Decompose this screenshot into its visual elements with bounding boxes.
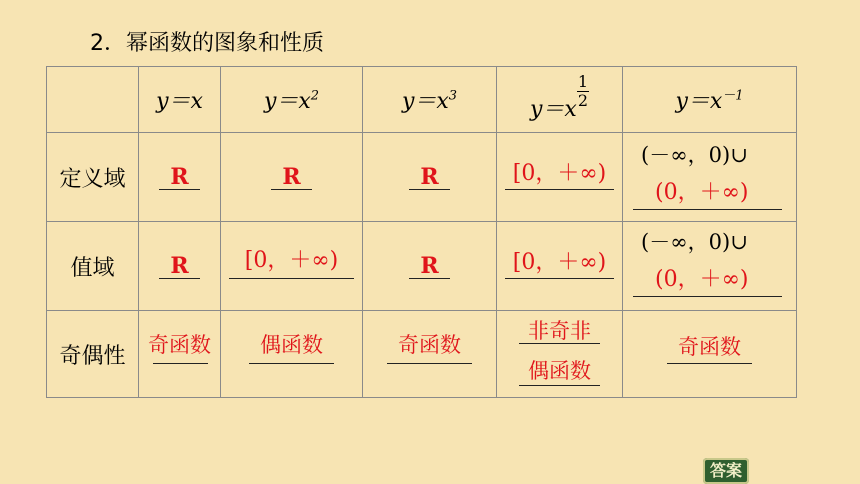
- answer-blank: [505, 278, 614, 279]
- answer-blank: [519, 385, 600, 386]
- header-empty: [47, 67, 139, 133]
- row-label-parity: 奇偶性: [47, 311, 139, 398]
- range-c2: [221, 222, 363, 311]
- power-function-table: [46, 66, 797, 398]
- answer-text: 奇函数: [678, 335, 741, 359]
- parity-c3: [363, 311, 497, 398]
- range-c5: (－∞，0)∪ (0，＋∞): [623, 222, 797, 311]
- answer-blank: [153, 363, 208, 364]
- domain-row: [47, 133, 797, 222]
- row-label-domain: 定义域: [47, 133, 139, 222]
- answer-text: [0，＋∞): [244, 247, 339, 273]
- range-c1: [139, 222, 221, 311]
- answer-text: [0，＋∞): [512, 160, 607, 186]
- range-c3: [363, 222, 497, 311]
- section-title: 2．幂函数的图象和性质: [90, 31, 324, 56]
- parity-row: [47, 311, 797, 398]
- answer-blank: [249, 363, 334, 364]
- answer-blank: [409, 278, 450, 279]
- range-c4: [497, 222, 623, 311]
- answer-text: (0，＋∞): [655, 267, 749, 292]
- answer-blank: [409, 189, 450, 190]
- header-y-x3: $y=x^3$: [363, 67, 497, 133]
- header-y-x-inv: $y=x^{-1}$: [623, 67, 797, 133]
- answer-text: R: [420, 164, 439, 190]
- range-row: [47, 222, 797, 311]
- domain-c4: [497, 133, 623, 222]
- domain-c2: [221, 133, 363, 222]
- answer-text: 非奇非: [528, 319, 591, 343]
- answer-blank: [667, 363, 752, 364]
- answer-blank: [229, 278, 354, 279]
- answer-text: 偶函数: [260, 333, 323, 357]
- answer-text: R: [170, 253, 189, 279]
- answer-text: (0，＋∞): [655, 180, 749, 205]
- domain-c5: (－∞，0)∪ (0，＋∞): [623, 133, 797, 222]
- answer-text: R: [420, 253, 439, 279]
- answer-blank: [633, 209, 782, 210]
- header-row: [47, 67, 797, 133]
- answer-blank: [159, 189, 200, 190]
- answer-blank: [159, 278, 200, 279]
- answer-text: [0，＋∞): [512, 249, 607, 275]
- answer-blank: [633, 296, 782, 297]
- answer-text: R: [282, 164, 301, 190]
- answer-text: 偶函数: [528, 359, 591, 383]
- domain-c3: [363, 133, 497, 222]
- parity-c4: [497, 311, 623, 398]
- answer-blank: [519, 343, 600, 344]
- answer-text: 奇函数: [398, 333, 461, 357]
- header-y-x-half: $y=x\frac{1}{2}$: [497, 67, 623, 133]
- answer-blank: [387, 363, 472, 364]
- answer-text: 奇函数: [148, 333, 211, 357]
- answer-button[interactable]: 答案: [703, 458, 749, 484]
- header-y-x: y＝x: [139, 67, 221, 133]
- answer-blank: [271, 189, 312, 190]
- header-y-x2: $y=x^2$: [221, 67, 363, 133]
- answer-text: R: [170, 164, 189, 190]
- parity-c1: [139, 311, 221, 398]
- parity-c5: [623, 311, 797, 398]
- parity-c2: [221, 311, 363, 398]
- domain-c1: [139, 133, 221, 222]
- row-label-range: 值域: [47, 222, 139, 311]
- answer-blank: [505, 189, 614, 190]
